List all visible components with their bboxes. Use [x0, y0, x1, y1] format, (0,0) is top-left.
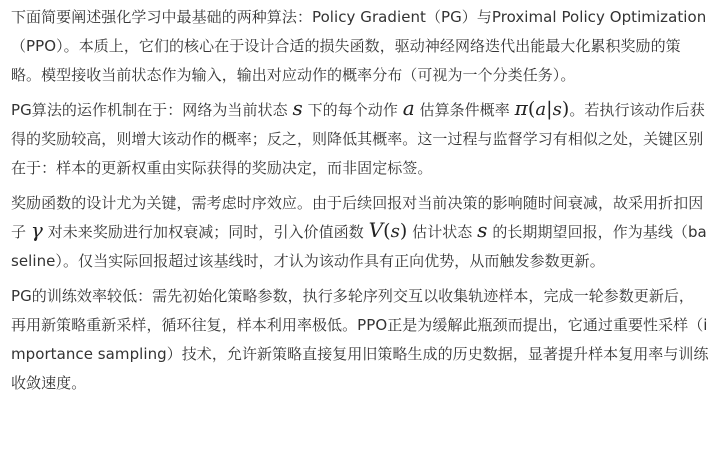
math-bar: | [546, 98, 553, 120]
math-value-arg-s: s [390, 221, 400, 242]
paragraph-intro [11, 3, 709, 90]
math-lparen: ( [527, 98, 536, 120]
math-cond-a: a [535, 99, 547, 120]
paragraph-reward-design [11, 189, 709, 276]
pg-text-2: 下的每个动作 [302, 101, 403, 119]
reward-text-3: 估计状态 [407, 223, 478, 241]
ppo-text: PG的训练效率较低：需先初始化策略参数，执行多轮序列交互以收集轨迹样本，完成一轮参数更新后，再用新策略重新采样，循环往复，样本利用率极低。PPO正是为缓解此瓶颈而提出，它通过重要性采样（importance sampling）技术，允许新策略直接复用旧策略生成的历史数据，显著提升样本复用率与训练收敛速度。 [11, 287, 709, 392]
math-action-a: a [402, 96, 415, 120]
pg-text-1: PG算法的运作机制在于：网络为当前状态 [11, 101, 293, 119]
intro-text: 下面简要阐述强化学习中最基础的两种算法：Policy Gradient（PG）与Proximal Policy Optimization（PPO）。本质上，它们的核心在于设计合适的损失函数，驱动神经网络迭代出能最大化累积奖励的策略。模型接收当前状态作为输入，输出对应动作的概率分布（可视为一个分类任务）。 [11, 8, 707, 84]
math-rparen: ) [561, 98, 570, 120]
reward-text-1: 奖励函数的设计尤为关键，需考虑时序效应。由于后续回报对当前决策的影响随时间衰减，故采用折扣因子 [11, 194, 704, 241]
paragraph-ppo [11, 282, 709, 398]
pg-text-4: 。若执行该动作后获得的奖励较高，则增大该动作的概率；反之，则降低其概率。这一过程与监督学习有相似之处，关键区别在于：样本的更新权重由实际获得的奖励决定，而非固定标签。 [11, 101, 705, 177]
reward-text-4: 的长期期望回报，作为基线（baseline）。仅当实际回报超过该基线时，才认为该动作具有正向优势，从而触发参数更新。 [11, 223, 707, 270]
math-state-s: s [292, 96, 303, 120]
math-cond-s: s [552, 99, 562, 120]
document-body [11, 3, 709, 404]
math-state-s: s [477, 218, 488, 242]
math-lparen: ( [383, 220, 391, 242]
math-gamma: γ [30, 218, 43, 242]
pg-text-3: 估算条件概率 [414, 101, 515, 119]
reward-text-2: 对未来奖励进行加权衰减；同时，引入价值函数 [42, 223, 369, 241]
math-pi: π [514, 96, 528, 120]
math-value-V: V [368, 218, 384, 242]
math-rparen: ) [399, 220, 408, 242]
paragraph-pg-mechanism [11, 96, 709, 183]
